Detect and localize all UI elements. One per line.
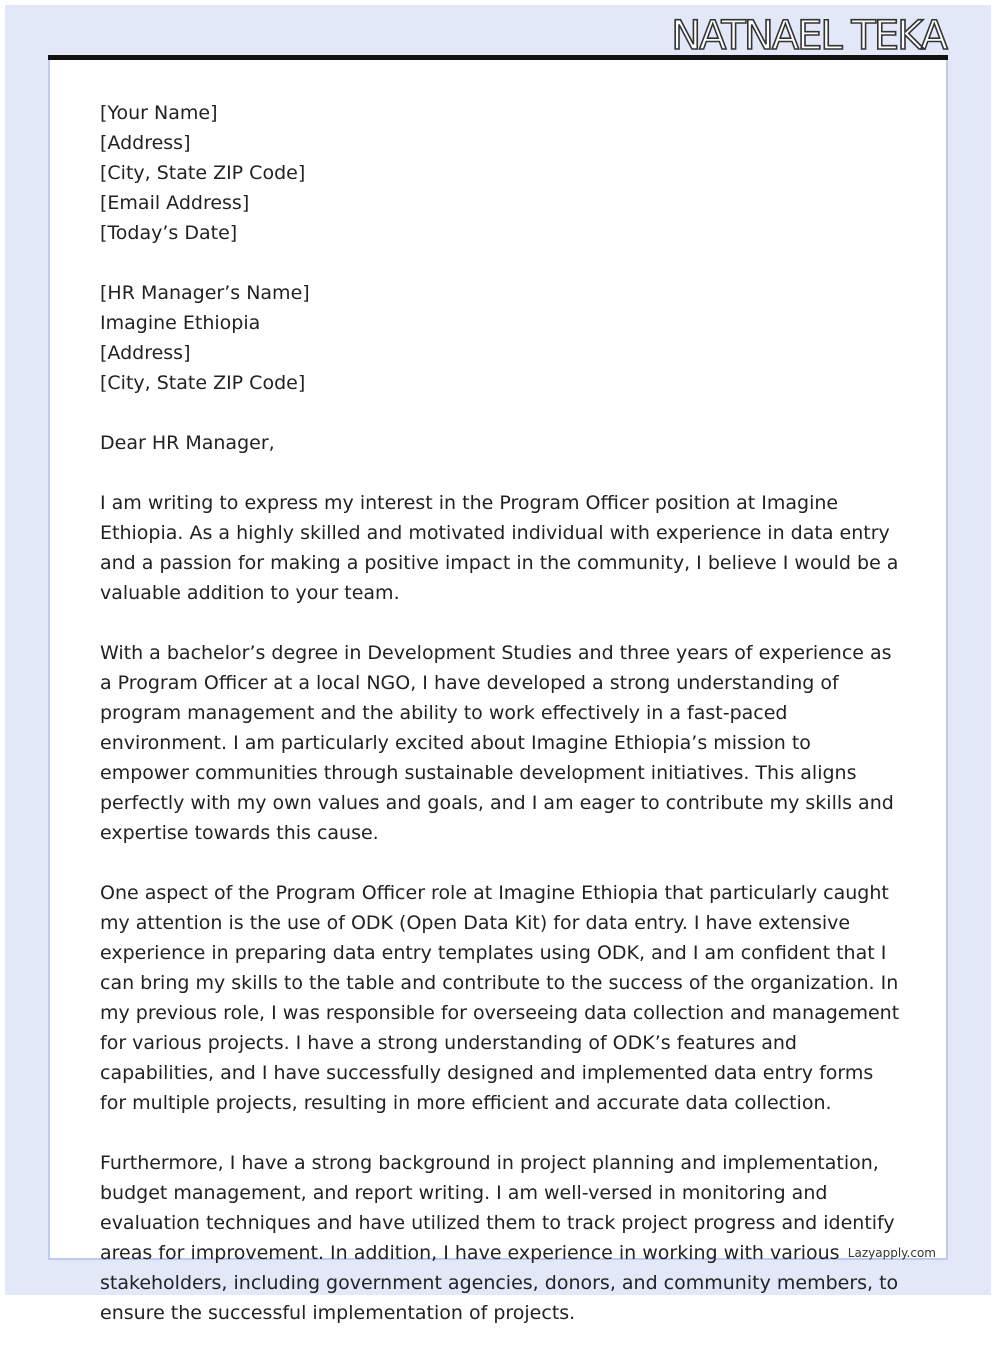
applicant-name-header: NATNAEL TEKA	[671, 13, 946, 59]
body-paragraph-intro: I am writing to express my interest in the Program Officer position at Imagine Ethiopia. As a highly skilled and motivated individual with experience in data entry and a passion for making a positive impact in the community, I believe I would be a valuable addition to your team.	[100, 492, 899, 604]
recipient-block	[100, 278, 900, 398]
body-paragraph-odk-experience: One aspect of the Program Officer role at Imagine Ethiopia that particularly caught my attention is the use of ODK (Open Data Kit) for data entry. I have extensive experience in preparing data entry templates using ODK, and I am confident that I can bring my skills to the table and contribute to the success of the organization. In my previous role, I was responsible for overseeing data collection and management for various projects. I have a strong understanding of ODK’s features and capabilities, and I have successfully designed and implemented data entry forms for multiple projects, resulting in more efficient and accurate data collection.	[100, 882, 900, 1114]
recipient-organization: Imagine Ethiopia	[100, 312, 261, 334]
recipient-name: [HR Manager’s Name]	[100, 282, 310, 304]
sender-name: [Your Name]	[100, 102, 218, 124]
letter-date: [Today’s Date]	[100, 222, 238, 244]
sender-email: [Email Address]	[100, 192, 250, 214]
recipient-city-state-zip: [City, State ZIP Code]	[100, 372, 306, 394]
body-paragraph-project-skills: Furthermore, I have a strong background in project planning and implementation, budget management, and report writing. I am well-versed in monitoring and evaluation techniques and have utilized them to track project progress and identify areas for improvement. In addition, I have experience in working with various stakeholders, including government agencies, donors, and community members, to ensure the successful implementation of projects.	[100, 1152, 899, 1324]
sender-block	[100, 98, 900, 248]
sender-city-state-zip: [City, State ZIP Code]	[100, 162, 306, 184]
body-paragraph-background: With a bachelor’s degree in Development Studies and three years of experience as a Program Officer at a local NGO, I have developed a strong understanding of program management and the ability to work effectively in a fast-paced environment. I am particularly excited about Imagine Ethiopia’s mission to empower communities through sustainable development initiatives. This aligns perfectly with my own values and goals, and I am eager to contribute my skills and expertise towards this cause.	[100, 642, 894, 844]
cover-letter-body	[100, 98, 900, 1358]
recipient-address: [Address]	[100, 342, 191, 364]
sender-address: [Address]	[100, 132, 191, 154]
salutation: Dear HR Manager,	[100, 432, 275, 454]
watermark-text: Lazyapply.com	[847, 1246, 936, 1260]
